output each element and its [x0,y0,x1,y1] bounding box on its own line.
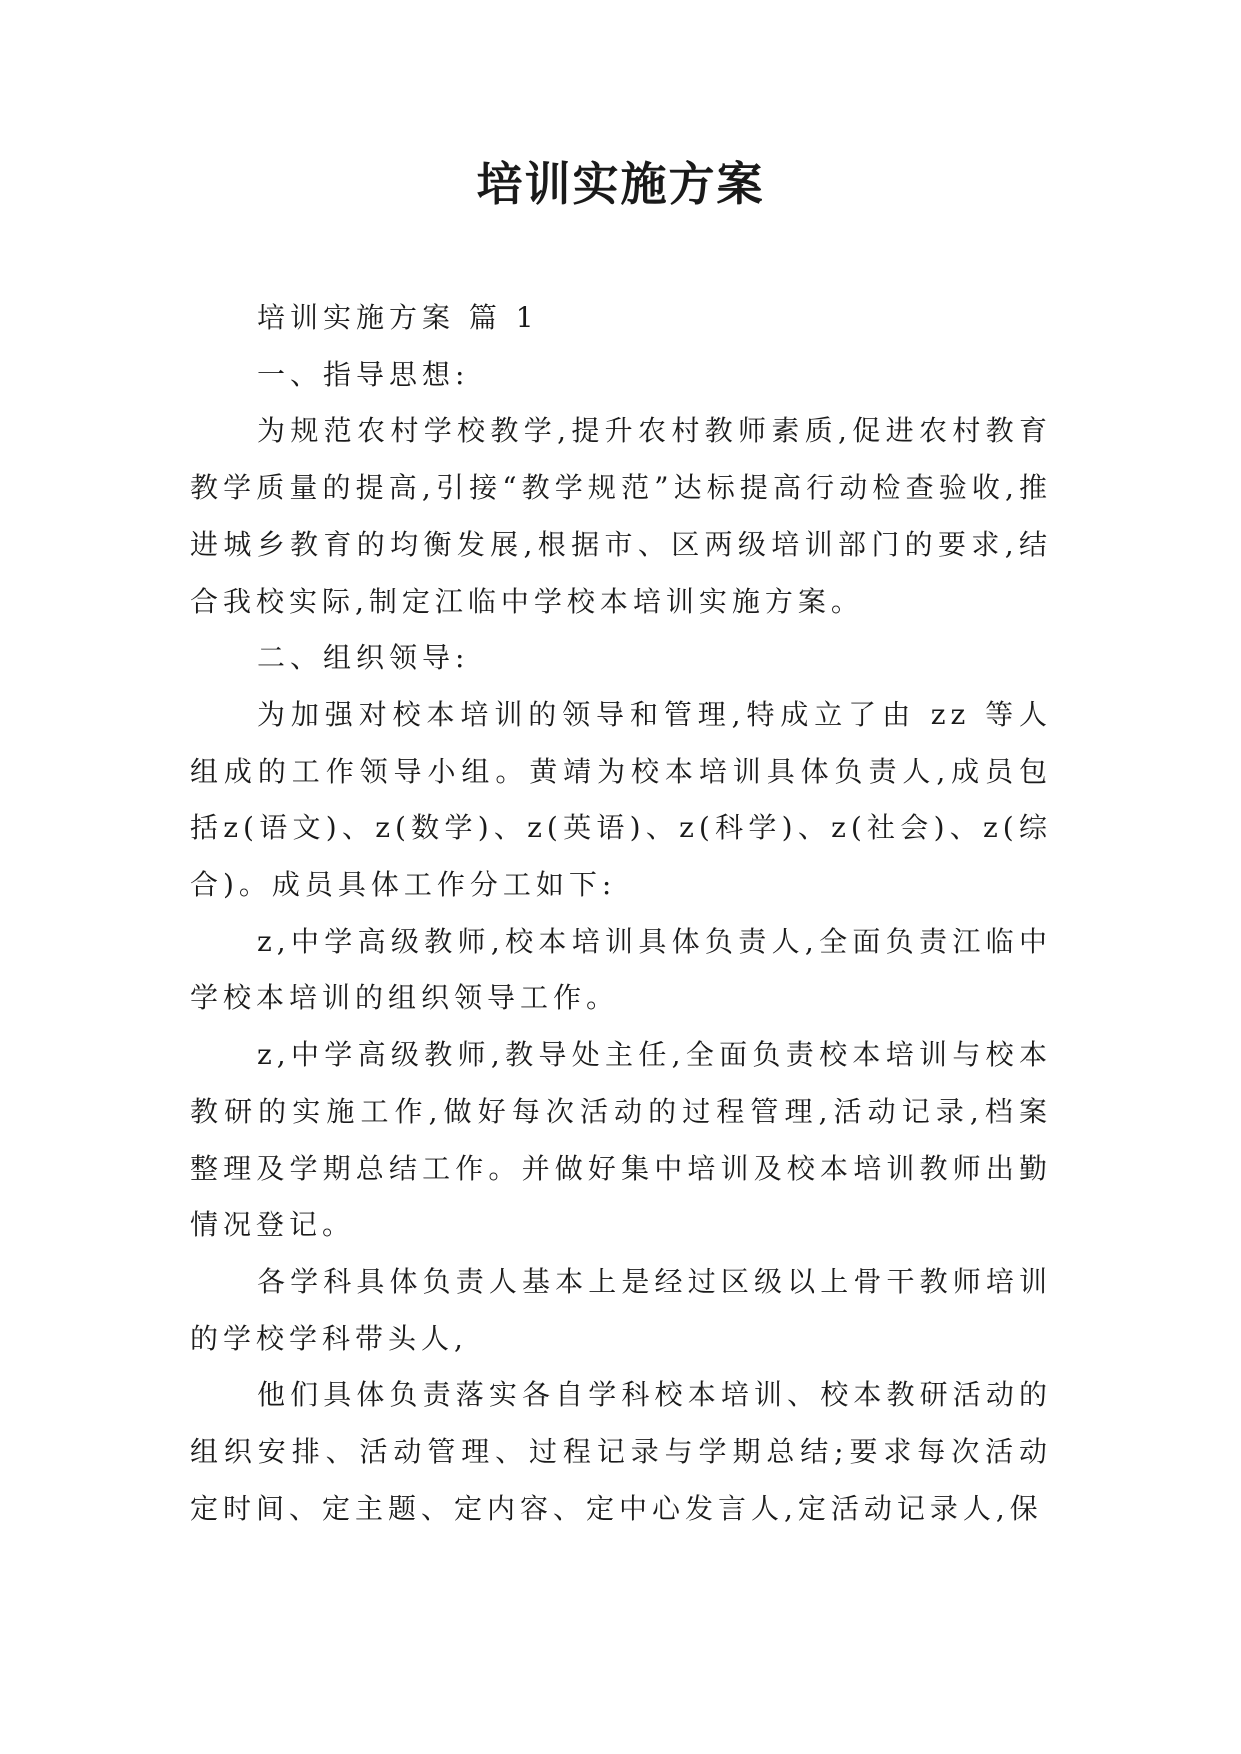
paragraph-subject-leader-duties: 他们具体负责落实各自学科校本培训、校本教研活动的组织安排、活动管理、过程记录与学期总结;要求每次活动定时间、定主题、定内容、定中心发言人,定活动记录人,保 [190,1378,1052,1525]
paragraph-member-duty-1: z,中学高级教师,校本培训具体负责人,全面负责江临中学校本培训的组织领导工作。 [190,924,1052,1015]
paragraph-leadership-group: 为加强对校本培训的领导和管理,特成立了由 zz 等人组成的工作领导小组。黄靖为校本培训具体负责人,成员包括z(语文)、z(数学)、z(英语)、z(科学)、z(社会)、z(综合)。成员具体工作分工如下: [190,697,1052,902]
section-heading-part1: 培训实施方案 篇 1 [257,301,539,334]
document-body [190,290,1052,1537]
document-title: 培训实施方案 [476,157,765,211]
paragraph-member-duty-2: z,中学高级教师,教导处主任,全面负责校本培训与校本教研的实施工作,做好每次活动的过程管理,活动记录,档案整理及学期总结工作。并做好集中培训及校本培训教师出勤情况登记。 [190,1038,1052,1242]
paragraph-subject-leaders: 各学科具体负责人基本上是经过区级以上骨干教师培训的学校学科带头人, [190,1264,1052,1355]
heading-organization-leadership: 二、组织领导: [257,641,470,675]
heading-guiding-ideology: 一、指导思想: [257,357,470,391]
paragraph-guiding-ideology: 为规范农村学校教学,提升农村教师素质,促进农村教育教学质量的提高,引接“教学规范”达标提高行动检查验收,推进城乡教育的均衡发展,根据市、区两级培训部门的要求,结合我校实际,制定江临中学校本培训实施方案。 [190,414,1052,618]
